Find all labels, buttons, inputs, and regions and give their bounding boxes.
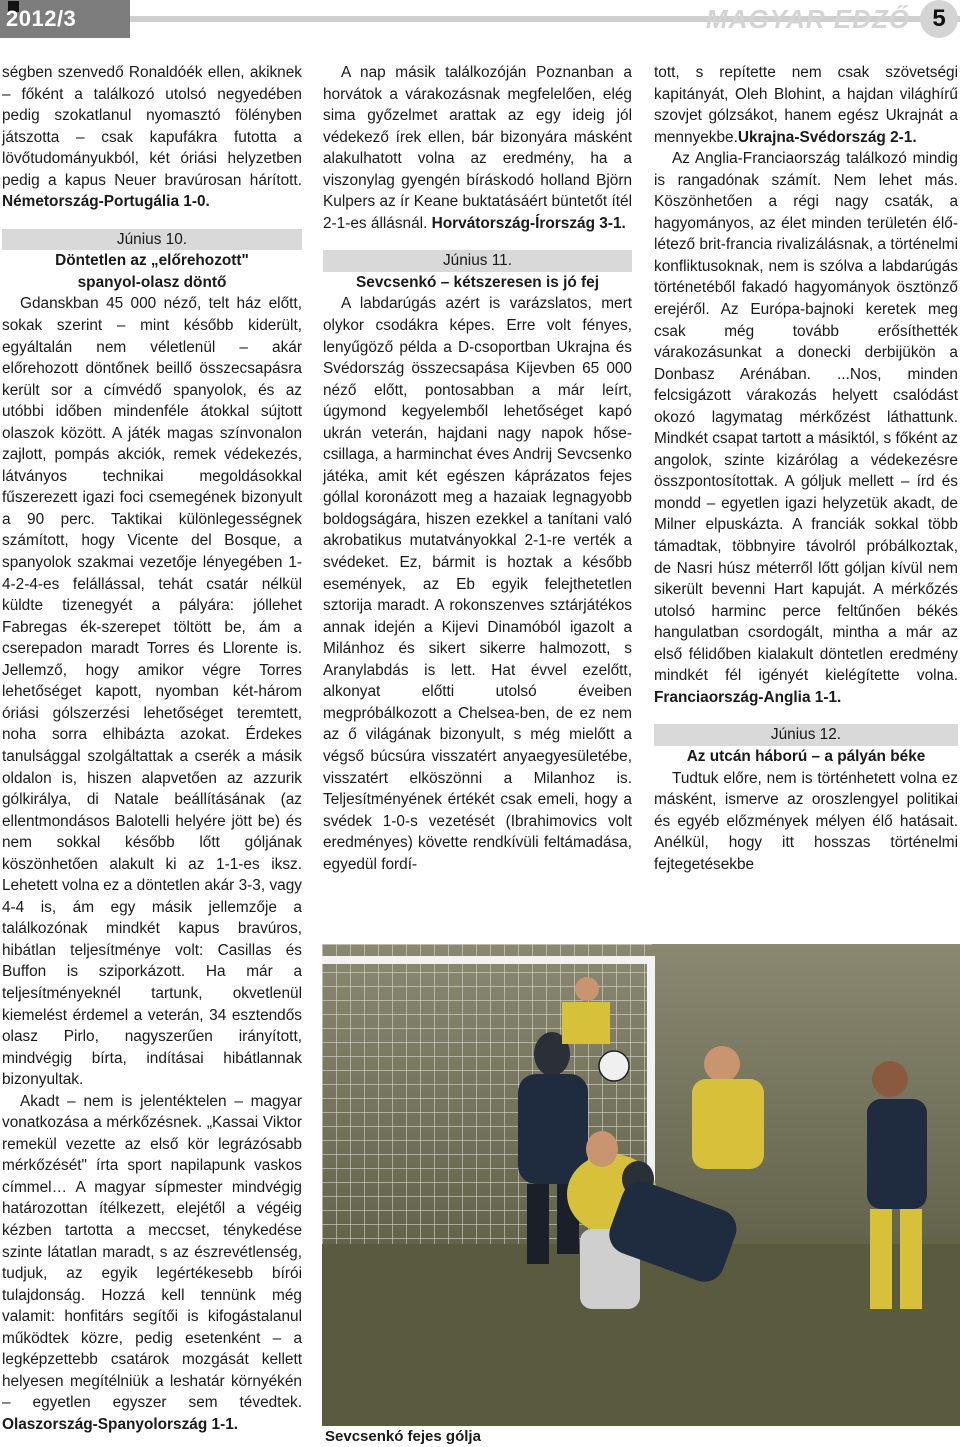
- article-title: Az utcán háború – a pályán béke: [686, 747, 926, 765]
- match-photo: [322, 944, 960, 1426]
- article-body: A labdarúgás azért is varázslatos, mert olykor csodákra képes. Erre volt fényes, lenyűgöző példa a D-csoportban Ukrajna és Svédország összecsapása Kijevben 65 000 néző előtt, pontosabban a már leírt, úgymond kegyelemből lehetőséget kapó ukrán veterán, hajdani nagy napok hőse-csillaga, a harminchat éves Andrij Sevcsenko játéka, amit két egészen káprázatos fejes góllal koronázott meg a hazaiak legnagyobb boldogságára, hiszen ezekkel a tanítani való akrobatikus mutatványokkal 2-1-re verték a svédeket. Ez, bármit is hoztak a később események, az Eb egyik felejthetetlen sztorija maradt. A rokonszenves sztárjátékos annak idején a Kijevi Dinamóból igazolt a Milánhoz és sikert sikerre halmozott, s Aranylabdás is lett. Hat évvel ezelőtt, alkonyat előtti utolsó éveiben megpróbálkozott a Chelsea-ben, de ez nem az ő világának bizonyult, s még mielőtt a végső búcsúra visszatért anyaegyesületébe, visszatért elköszönni a Milanhoz is. Teljesítményének értékét csak emeli, hogy a svédek 1-0-s vezetését (Ibrahimovics volt eredményes) követte rendkívüli feltámadása, egyedül fordí-: [323, 295, 632, 873]
- match-result: Németország-Portugália 1-0.: [2, 193, 210, 211]
- issue-tab: [0, 0, 130, 38]
- match-result: Olaszország-Spanyolország 1-1.: [2, 1415, 239, 1433]
- match-result: Franciaország-Anglia 1-1.: [654, 688, 842, 706]
- article-paragraph: Akadt – nem is jelentéktelen – magyar vonatkozása a mérkőzésnek. „Kassai Viktor remekül vezette az első kör legrázósabb mérkőzését" írta sport napilapunk vaskos címmel… A magyar sípmester mindvégig határozottan ítélkezett, elejétől a végéig kézben tartotta a meccset, ténykedése szinte látatlan maradt, s az észrevétlenség, tudjuk, az egyik legértékesebb bírói tulajdonság. Hozzá kell tennünk még valamit: honfitárs segítői is kifogástalanul működtek közre, pedig esetenként – a legképzettebb csatárok mozgását kellett helyesen megítélniük a leshatár környékén – egyetlen egyszer sem tévedtek. Olaszország-Spanyolország 1-1.: [2, 1092, 302, 1433]
- match-result: Ukrajna-Svédország 2-1.: [737, 128, 917, 146]
- football-scene-image: [322, 944, 960, 1426]
- article-title: Sevcsenkó – kétszeresen is jó fej: [356, 273, 599, 291]
- column-1: [2, 62, 302, 1435]
- date-heading: Június 11.: [323, 250, 632, 272]
- article-paragraph: Az Anglia-Franciaország találkozó mindig is rangadónak számít. Nem lehet más. Köszönhetően a régi nagy csaták, a hagyományos, az élet minden területén élő-létező brit-francia rivalizálásnak, a történelmi konfliktusoknak, nem is szólva a labdarúgás történetéből fakadó hagyományok ösztönző erejéről. Az Európa-bajnoki keretek meg csak még tovább erősíthették várakozásunkat a donecki derbijükön a Donbasz Arénában. ...Nos, minden felcsigázott várakozás helyett csalódást okozó lagymatag mérkőzést láthattunk. Mindkét csapat tartott a másiktól, s főként az angolok, szinte kizárólag a védekezésre összpontosítottak. A góljuk mellett – írd és mondd – egyetlen igazi helyzetük akadt, de Milner elpuskázta. A franciák sokkal több támadtak, többnyire távolról próbálkoztak, de Nasri húsz méterről lőtt góljan kívül nem sikerült bevenni Hart kapuját. A mérkőzés utolsó harminc perce feltűnően békés hangulatban csordogált, mintha a már az első félidőben kialakult döntetlen eredmény mindkét fél igényét kielégítette volna. Franciaország-Anglia 1-1.: [654, 150, 958, 706]
- issue-number: 2012/3: [6, 6, 77, 31]
- article-title: [2, 250, 302, 293]
- article-paragraph: A nap másik találkozóján Poznanban a horvátok a várakozásnak megfelelően, elég sima győzelmet arattak az egy ideig jól védekező írek ellen, bár bizonyára másként alakulhatott volna az eredmény, ha a viszonylag gyengén bíráskodó holland Björn Kulpers az ír Keane buktatásáért büntetőt ítél 2-1-es állásnál. Horvátország-Írország 3-1.: [323, 64, 632, 232]
- magazine-title: MAGYAR EDZŐ: [705, 4, 910, 34]
- page-header: [0, 0, 960, 44]
- photo-caption: Sevcsenkó fejes gólja: [325, 1428, 481, 1445]
- match-result: Horvátország-Írország 3-1.: [431, 214, 626, 232]
- column-3: [654, 62, 958, 875]
- article-body: Tudtuk előre, nem is történhetett volna ez másként, ismerve az oroszlengyel politikai és egyéb előzmények mélyen élő hatásait. Anélkül, hogy itt hosszas történelmi fejtegetésekbe: [654, 769, 958, 873]
- date-heading: Június 12.: [654, 724, 958, 746]
- article-title-line1: Döntetlen az „előrehozott": [55, 252, 249, 270]
- article-title-line2: spanyol-olasz döntő: [77, 273, 227, 291]
- page-number: 5: [920, 0, 958, 38]
- col1-intro: ségben szenvedő Ronaldóék ellen, akiknek – főként a találkozó utolsó negyedében pedig szokatlanul nyomasztó fölényben játszotta – csak kapufákra futotta a lövőtudományukból, két óriási helyzetben pedig a kapus Neuer bravúrosan hárított. Németország-Portugália 1-0.: [2, 64, 302, 211]
- date-heading: Június 10.: [2, 229, 302, 251]
- column-2: [323, 62, 632, 875]
- article-body: Gdanskban 45 000 néző, telt ház előtt, sokak szerint – mint később kiderült, egyáltalán nem véletlenül – akár előrehozott döntőnek beillő összecsapásra került sor a címvédő spanyolok, és az utóbbi időben mindenféle átokkal sújtott olaszok között. A játék magas színvonalon zajlott, pompás akciók, remek védekezés, látványos technikai megoldásokkal fűszerezett igazi foci csemegének bizonyult a 90 perc. Taktikai különlegességnek számított, hogy Vicente del Bosque, a spanyolok szakmai vezetője lényegében 1-4-2-4-es felállással, tehát csatár nélkül küldte tizenegyét a pályára: jóllehet Fabregas ék-szerepet töltött be, ám a cserepadon maradt Torres és Llorente is. Jellemző, hogy amikor végre Torres lehetőséget kapott, nyomban két-három óriási gólszerzési lehetőséget teremtett, noha sorra elhibázta azokat. Érdekes tanulsággal szolgáltattak a cserék a másik oldalon is, hiszen alapvetően az azzurik gólkirálya, di Natale beállításának (az ellentmondásos Balotelli helyére jött be) és nem sokkal később lőtt góljának köszönhetően alakult ki az 1-1-es iksz. Lehetett volna ez a döntetlen akár 3-3, vagy 4-4 is, ám egy másik jellemzője a találkozónak mindkét kapus bravúros, hibátlan teljesítménye volt: Casillas és Buffon is sziporkázott. Ha már a teljesítményeknél tartunk, okvetlenül kiemelést érdemel a veterán, 34 esztendős olasz Pirlo, nagyszerűen irányított, mindvégig bírta, indításai hibátlannak bizonyultak.: [2, 295, 302, 1089]
- article-paragraph: tott, s repítette nem csak szövetségi kapitányát, Oleh Blohint, a hajdan világhírű szovjet gólzsákot, hanem egész Ukrajnát a mennyekbe.Ukrajna-Svédország 2-1.: [654, 64, 958, 146]
